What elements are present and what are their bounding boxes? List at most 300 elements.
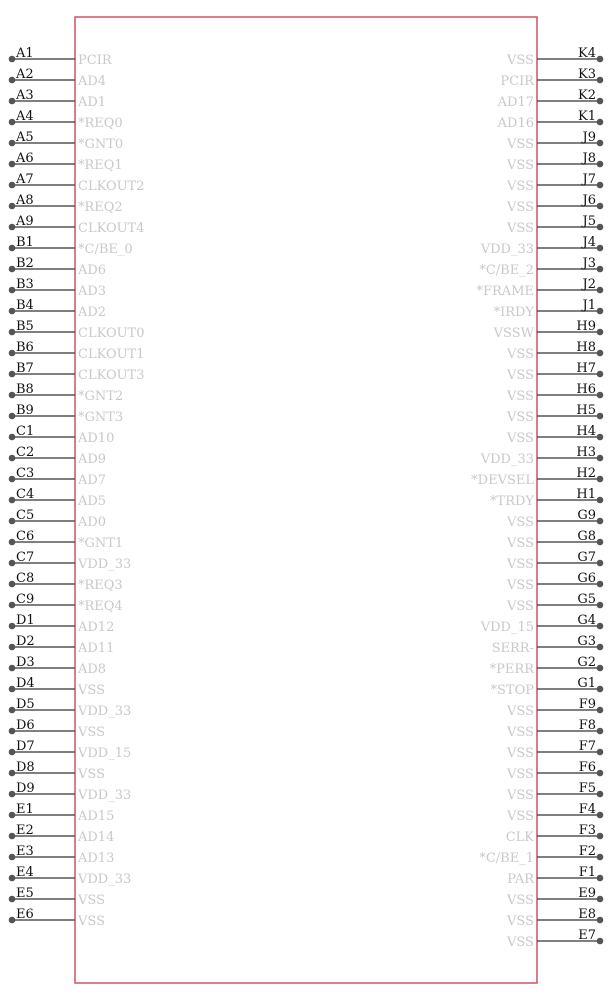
pin-H6 xyxy=(506,382,603,404)
pin-C6 xyxy=(9,529,124,551)
pin-endpoint xyxy=(597,623,604,630)
pin-D6 xyxy=(9,718,105,740)
pin-name: AD8 xyxy=(78,662,107,677)
pin-D8 xyxy=(9,760,105,782)
pin-number: E3 xyxy=(16,844,34,859)
pin-D3 xyxy=(9,655,106,677)
pin-number: C2 xyxy=(16,445,35,460)
pin-endpoint xyxy=(9,77,16,84)
pin-number: D7 xyxy=(16,739,35,754)
pin-B3 xyxy=(9,277,106,299)
pin-name: VDD_15 xyxy=(78,746,132,761)
left-pin-group xyxy=(9,46,145,929)
pin-endpoint xyxy=(9,140,16,147)
pin-name: AD14 xyxy=(78,830,115,845)
pin-name: AD17 xyxy=(497,95,534,110)
pin-name: AD6 xyxy=(78,263,107,278)
pin-A7 xyxy=(9,172,145,194)
pin-endpoint xyxy=(9,791,16,798)
pin-A2 xyxy=(9,67,106,89)
pin-A4 xyxy=(9,109,123,131)
pin-number: A9 xyxy=(16,214,34,229)
pin-number: H1 xyxy=(576,487,596,502)
pin-name: VSS xyxy=(507,914,534,929)
pin-C9 xyxy=(9,592,123,614)
pin-number: F6 xyxy=(578,760,596,775)
pin-name: VSS xyxy=(507,599,534,614)
pin-endpoint xyxy=(597,812,604,819)
pin-E1 xyxy=(9,802,115,824)
pin-name: VSS xyxy=(507,431,534,446)
pin-name: *IRDY xyxy=(493,305,534,320)
pin-A5 xyxy=(9,130,124,152)
pin-name: CLKOUT1 xyxy=(78,347,145,362)
pin-J8 xyxy=(506,151,603,173)
pin-name: *DEVSEL xyxy=(471,473,534,488)
pin-endpoint xyxy=(597,749,604,756)
pin-number: D5 xyxy=(16,697,35,712)
pin-name: CLKOUT2 xyxy=(78,179,145,194)
pin-endpoint xyxy=(597,497,604,504)
pin-endpoint xyxy=(597,329,604,336)
pin-J1 xyxy=(494,298,604,320)
pin-E9 xyxy=(506,886,603,908)
pin-endpoint xyxy=(597,938,604,945)
pin-endpoint xyxy=(597,665,604,672)
pin-A3 xyxy=(9,88,106,110)
pin-J3 xyxy=(479,256,603,278)
pin-endpoint xyxy=(597,581,604,588)
pin-number: C3 xyxy=(16,466,35,481)
pin-endpoint xyxy=(9,728,16,735)
pin-endpoint xyxy=(9,833,16,840)
pin-number: A2 xyxy=(16,67,34,82)
ic-body-outline xyxy=(75,17,537,983)
pin-name: VSS xyxy=(507,935,534,950)
pin-G7 xyxy=(506,550,603,572)
pin-endpoint xyxy=(597,308,604,315)
pin-J5 xyxy=(506,214,603,236)
pin-name: PCIR xyxy=(500,74,534,89)
pin-E4 xyxy=(9,865,132,887)
pin-number: J2 xyxy=(582,277,596,292)
pin-number: K2 xyxy=(578,88,596,103)
pin-H4 xyxy=(506,424,603,446)
pin-K1 xyxy=(497,109,604,131)
pin-endpoint xyxy=(9,161,16,168)
pin-number: E4 xyxy=(16,865,34,880)
pin-number: E9 xyxy=(578,886,596,901)
pin-name: *REQ0 xyxy=(78,116,123,131)
pin-number: G8 xyxy=(577,529,596,544)
pin-endpoint xyxy=(597,413,604,420)
pin-endpoint xyxy=(597,917,604,924)
pin-endpoint xyxy=(597,875,604,882)
pin-name: CLK xyxy=(505,830,534,845)
pin-name: VDD_15 xyxy=(480,620,534,635)
pin-number: K1 xyxy=(578,109,596,124)
pin-name: CLKOUT0 xyxy=(78,326,145,341)
pin-C7 xyxy=(9,550,132,572)
pin-C3 xyxy=(9,466,106,488)
pin-name: VSS xyxy=(507,893,534,908)
pin-endpoint xyxy=(9,539,16,546)
pin-endpoint xyxy=(597,266,604,273)
pin-name: VSS xyxy=(507,809,534,824)
pin-endpoint xyxy=(9,917,16,924)
pin-name: VSS xyxy=(507,137,534,152)
pin-number: A1 xyxy=(16,46,34,61)
pin-number: F5 xyxy=(578,781,596,796)
pin-name: VSS xyxy=(507,368,534,383)
pin-number: A4 xyxy=(16,109,34,124)
pin-endpoint xyxy=(597,350,604,357)
pin-E2 xyxy=(9,823,115,845)
pin-number: H5 xyxy=(576,403,596,418)
pin-number: F4 xyxy=(578,802,596,817)
pin-C2 xyxy=(9,445,106,467)
pin-endpoint xyxy=(9,854,16,861)
pin-name: *REQ2 xyxy=(78,200,123,215)
pin-endpoint xyxy=(9,560,16,567)
pin-F1 xyxy=(507,865,603,887)
pin-K3 xyxy=(500,67,603,89)
pin-number: G9 xyxy=(577,508,596,523)
pin-endpoint xyxy=(597,707,604,714)
pin-name: *TRDY xyxy=(490,494,534,509)
pin-number: J4 xyxy=(582,235,596,250)
pin-endpoint xyxy=(597,56,604,63)
pin-B5 xyxy=(9,319,145,341)
pin-number: K3 xyxy=(578,67,596,82)
pin-name: VSS xyxy=(78,683,105,698)
pin-endpoint xyxy=(9,56,16,63)
pin-name: VDD_33 xyxy=(78,557,132,572)
pin-endpoint xyxy=(597,476,604,483)
pin-endpoint xyxy=(9,203,16,210)
pin-number: B1 xyxy=(16,235,34,250)
pin-G3 xyxy=(492,634,604,656)
pin-number: A6 xyxy=(16,151,34,166)
pin-number: J1 xyxy=(582,298,596,313)
pin-name: VDD_33 xyxy=(480,242,534,257)
pin-K2 xyxy=(497,88,604,110)
pin-H5 xyxy=(506,403,603,425)
pin-name: *C/BE_1 xyxy=(479,851,534,866)
pin-endpoint xyxy=(9,602,16,609)
pin-endpoint xyxy=(597,791,604,798)
pin-endpoint xyxy=(9,686,16,693)
pin-number: H9 xyxy=(576,319,596,334)
pin-endpoint xyxy=(9,287,16,294)
pin-number: F2 xyxy=(578,844,596,859)
pin-endpoint xyxy=(9,665,16,672)
pin-number: C8 xyxy=(16,571,35,586)
pin-C8 xyxy=(9,571,123,593)
pin-endpoint xyxy=(597,728,604,735)
pin-endpoint xyxy=(9,896,16,903)
pin-endpoint xyxy=(9,371,16,378)
pin-B2 xyxy=(9,256,106,278)
pin-endpoint xyxy=(597,392,604,399)
pin-F2 xyxy=(479,844,603,866)
pin-endpoint xyxy=(9,623,16,630)
pin-name: AD2 xyxy=(78,305,107,320)
pin-name: AD10 xyxy=(78,431,115,446)
pin-number: C4 xyxy=(16,487,35,502)
pin-B4 xyxy=(9,298,106,320)
pin-F4 xyxy=(506,802,603,824)
pin-name: VSSW xyxy=(493,326,534,341)
pin-name: AD11 xyxy=(78,641,115,656)
pin-name: VSS xyxy=(507,179,534,194)
pin-number: C1 xyxy=(16,424,35,439)
pin-number: H6 xyxy=(576,382,596,397)
pin-number: J3 xyxy=(582,256,596,271)
pin-B8 xyxy=(9,382,124,404)
pin-endpoint xyxy=(9,350,16,357)
pin-number: H4 xyxy=(576,424,596,439)
pin-number: E6 xyxy=(16,907,34,922)
pin-name: SERR- xyxy=(491,641,534,656)
pin-number: A8 xyxy=(16,193,34,208)
pin-endpoint xyxy=(9,875,16,882)
pin-number: J5 xyxy=(582,214,596,229)
pin-number: G5 xyxy=(577,592,596,607)
pin-number: H2 xyxy=(576,466,596,481)
pin-D7 xyxy=(9,739,132,761)
pin-endpoint xyxy=(9,497,16,504)
pin-C5 xyxy=(9,508,106,530)
pin-name: *REQ3 xyxy=(78,578,123,593)
pin-endpoint xyxy=(9,581,16,588)
pin-D9 xyxy=(9,781,132,803)
pin-endpoint xyxy=(9,455,16,462)
pin-number: G3 xyxy=(577,634,596,649)
pin-name: VSS xyxy=(507,536,534,551)
pin-endpoint xyxy=(597,602,604,609)
pin-J9 xyxy=(506,130,603,152)
pin-name: AD0 xyxy=(78,515,107,530)
pin-name: VSS xyxy=(507,158,534,173)
pin-F9 xyxy=(506,697,603,719)
pin-number: C9 xyxy=(16,592,35,607)
pin-endpoint xyxy=(597,455,604,462)
pin-name: VSS xyxy=(507,788,534,803)
pin-J2 xyxy=(477,277,604,299)
pin-name: VSS xyxy=(507,578,534,593)
pin-endpoint xyxy=(9,518,16,525)
pin-C1 xyxy=(9,424,115,446)
pin-A1 xyxy=(9,46,113,68)
pin-D5 xyxy=(9,697,132,719)
pin-G8 xyxy=(506,529,603,551)
pin-endpoint xyxy=(597,560,604,567)
pin-number: B9 xyxy=(16,403,34,418)
pin-name: VSS xyxy=(507,410,534,425)
pin-number: C5 xyxy=(16,508,35,523)
pin-endpoint xyxy=(9,98,16,105)
pin-E3 xyxy=(9,844,115,866)
pin-A8 xyxy=(9,193,123,215)
pin-number: E2 xyxy=(16,823,34,838)
pin-number: F3 xyxy=(578,823,596,838)
pin-number: D8 xyxy=(16,760,35,775)
pin-number: B7 xyxy=(16,361,34,376)
pin-name: VSS xyxy=(507,53,534,68)
pin-endpoint xyxy=(597,98,604,105)
pin-number: F8 xyxy=(578,718,596,733)
pin-G9 xyxy=(506,508,603,530)
pin-G2 xyxy=(490,655,604,677)
pin-endpoint xyxy=(597,287,604,294)
pin-name: *GNT1 xyxy=(78,536,124,551)
pin-name: AD13 xyxy=(78,851,115,866)
pin-number: D3 xyxy=(16,655,35,670)
pin-name: *REQ4 xyxy=(78,599,123,614)
pin-endpoint xyxy=(597,182,604,189)
pin-endpoint xyxy=(9,476,16,483)
pin-endpoint xyxy=(597,896,604,903)
pin-H1 xyxy=(490,487,603,509)
pin-endpoint xyxy=(597,119,604,126)
pin-endpoint xyxy=(597,434,604,441)
pin-G4 xyxy=(480,613,604,635)
pin-name: *REQ1 xyxy=(78,158,123,173)
pin-name: VSS xyxy=(507,725,534,740)
pin-name: VSS xyxy=(78,725,105,740)
pin-name: VDD_33 xyxy=(78,704,132,719)
pin-number: A7 xyxy=(16,172,34,187)
pin-name: *GNT0 xyxy=(78,137,124,152)
pin-G1 xyxy=(491,676,604,698)
pin-endpoint xyxy=(597,770,604,777)
pin-number: F1 xyxy=(578,865,596,880)
pin-name: AD12 xyxy=(78,620,115,635)
pin-endpoint xyxy=(597,203,604,210)
pin-number: C7 xyxy=(16,550,35,565)
pin-number: D6 xyxy=(16,718,35,733)
pin-endpoint xyxy=(9,245,16,252)
pin-F5 xyxy=(506,781,603,803)
pin-name: VSS xyxy=(507,200,534,215)
pin-number: G6 xyxy=(577,571,596,586)
pin-name: *C/BE_0 xyxy=(78,242,133,257)
pin-number: E7 xyxy=(578,928,596,943)
pin-E8 xyxy=(506,907,603,929)
pin-endpoint xyxy=(597,140,604,147)
pin-F6 xyxy=(506,760,603,782)
pin-name: *FRAME xyxy=(476,284,534,299)
pin-endpoint xyxy=(9,182,16,189)
pin-number: D9 xyxy=(16,781,35,796)
pin-endpoint xyxy=(9,707,16,714)
pin-endpoint xyxy=(597,77,604,84)
pin-endpoint xyxy=(597,518,604,525)
pin-endpoint xyxy=(9,392,16,399)
pin-H3 xyxy=(480,445,604,467)
pin-name: PCIR xyxy=(78,53,112,68)
pin-name: VSS xyxy=(78,893,105,908)
pin-A9 xyxy=(9,214,145,236)
pin-number: G1 xyxy=(577,676,596,691)
pin-endpoint xyxy=(597,686,604,693)
pin-name: VSS xyxy=(507,221,534,236)
pin-name: AD16 xyxy=(497,116,534,131)
pin-endpoint xyxy=(9,644,16,651)
pin-name: VSS xyxy=(507,746,534,761)
pin-E6 xyxy=(9,907,105,929)
pin-name: CLKOUT3 xyxy=(78,368,145,383)
pin-endpoint xyxy=(9,413,16,420)
pin-G5 xyxy=(506,592,603,614)
pin-endpoint xyxy=(9,308,16,315)
pin-F8 xyxy=(506,718,603,740)
pin-H9 xyxy=(493,319,604,341)
pin-name: VDD_33 xyxy=(480,452,534,467)
pin-name: AD15 xyxy=(78,809,115,824)
pin-D4 xyxy=(9,676,105,698)
pin-endpoint xyxy=(9,329,16,336)
pin-name: VDD_33 xyxy=(78,788,132,803)
pin-number: D4 xyxy=(16,676,35,691)
pin-name: CLKOUT4 xyxy=(78,221,145,236)
pin-A6 xyxy=(9,151,123,173)
pin-endpoint xyxy=(9,224,16,231)
pin-endpoint xyxy=(597,245,604,252)
pin-name: AD7 xyxy=(78,473,107,488)
pin-number: B4 xyxy=(16,298,34,313)
pin-B7 xyxy=(9,361,145,383)
pin-number: B2 xyxy=(16,256,34,271)
pin-E7 xyxy=(506,928,603,950)
pin-J7 xyxy=(506,172,603,194)
pin-name: VDD_33 xyxy=(78,872,132,887)
pin-name: AD9 xyxy=(78,452,107,467)
pin-name: VSS xyxy=(78,767,105,782)
pin-name: VSS xyxy=(507,767,534,782)
pin-endpoint xyxy=(9,266,16,273)
pin-endpoint xyxy=(597,224,604,231)
pin-D1 xyxy=(9,613,115,635)
pin-endpoint xyxy=(9,749,16,756)
pin-number: C6 xyxy=(16,529,35,544)
pin-B6 xyxy=(9,340,145,362)
pin-number: G7 xyxy=(577,550,596,565)
pin-name: AD3 xyxy=(78,284,107,299)
pin-number: B5 xyxy=(16,319,34,334)
pin-name: VSS xyxy=(507,515,534,530)
pin-B1 xyxy=(9,235,133,257)
pin-number: A5 xyxy=(16,130,34,145)
pin-number: A3 xyxy=(16,88,34,103)
pin-number: J8 xyxy=(582,151,596,166)
pin-number: E8 xyxy=(578,907,596,922)
pin-endpoint xyxy=(9,812,16,819)
pin-G6 xyxy=(506,571,603,593)
pin-number: D2 xyxy=(16,634,35,649)
pin-name: AD4 xyxy=(78,74,107,89)
pin-number: H7 xyxy=(576,361,596,376)
pin-K4 xyxy=(506,46,603,68)
pin-H8 xyxy=(506,340,603,362)
pin-J6 xyxy=(506,193,603,215)
pin-name: AD5 xyxy=(78,494,107,509)
pin-number: K4 xyxy=(578,46,596,61)
pin-name: *PERR xyxy=(489,662,534,677)
pin-endpoint xyxy=(597,644,604,651)
pin-endpoint xyxy=(9,119,16,126)
